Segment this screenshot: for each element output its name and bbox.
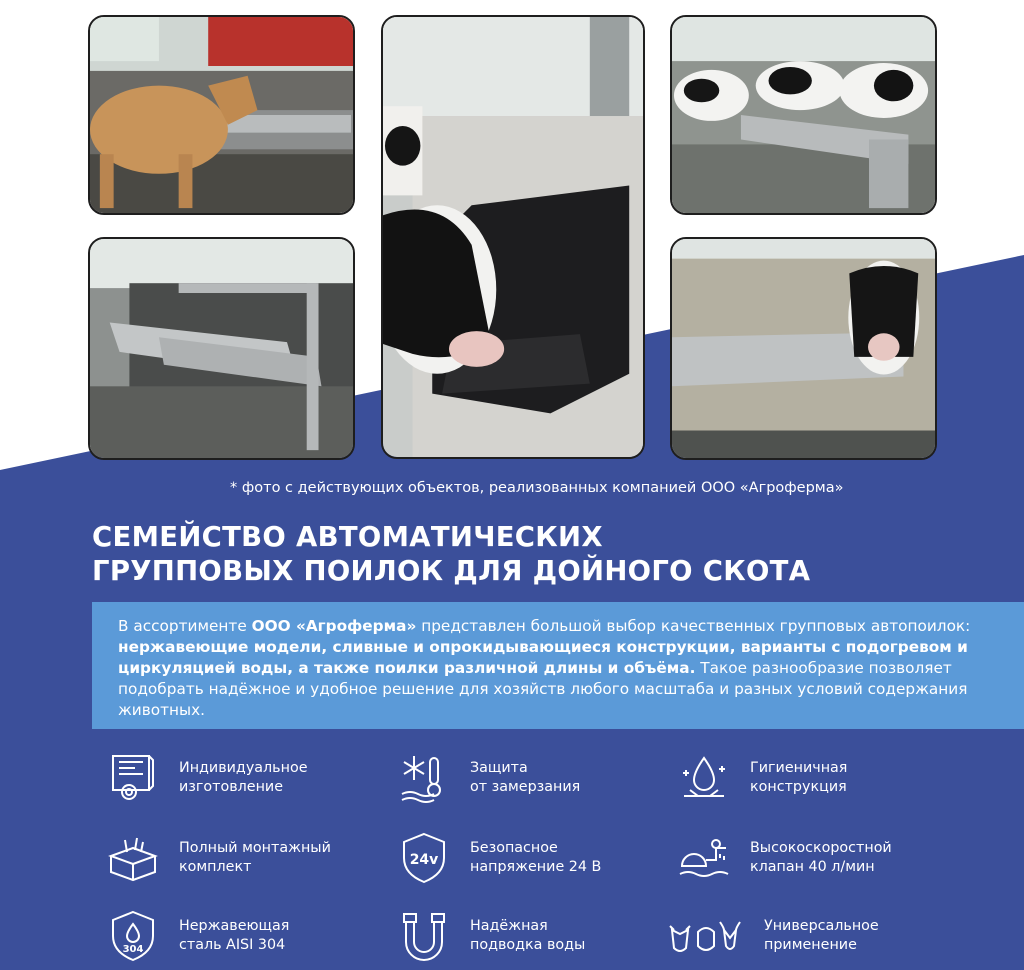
info-panel <box>92 602 1024 729</box>
feature-installation-kit <box>105 830 331 886</box>
feature-label: Полный монтажный комплект <box>179 840 331 875</box>
feature-stainless-steel <box>105 908 289 964</box>
feature-freeze-protection <box>396 750 580 806</box>
feature-hygienic-design <box>676 750 847 806</box>
info-text-end: Такое разнообразие позволяет подобрать надёжное и удобное решение для хозяйств любого масштаба и разных условий содержания животных. <box>118 659 968 719</box>
feature-label: Нержавеющая сталь AISI 304 <box>179 918 290 953</box>
photo-trough-row <box>88 237 355 460</box>
water-hose-icon <box>396 908 452 964</box>
feature-label: Индивидуальное изготовление <box>179 760 308 795</box>
svg-text:24v: 24v <box>409 852 439 868</box>
livestock-heads-icon <box>666 908 746 964</box>
page-title <box>92 520 810 588</box>
info-company: ООО «Агроферма» <box>251 617 417 635</box>
feature-fast-valve <box>676 830 892 886</box>
feature-safe-voltage <box>396 830 601 886</box>
shield-24v-icon <box>396 830 452 886</box>
photo-trough-row-icon <box>90 239 353 458</box>
blueprint-gear-icon <box>105 750 161 806</box>
feature-label: Надёжная подводка воды <box>470 918 586 953</box>
photo-wall-trough <box>670 237 937 460</box>
feature-water-supply <box>396 908 585 964</box>
feature-label: Безопасное напряжение 24 В <box>470 840 602 875</box>
page-title-line2: ГРУППОВЫХ ПОИЛОК ДЛЯ ДОЙНОГО СКОТА <box>92 555 811 587</box>
photo-cows-trough <box>670 15 937 215</box>
info-text-mid: представлен большой выбор качественных групповых автопоилок: <box>416 617 971 635</box>
water-drop-sparkle-icon <box>676 750 732 806</box>
feature-label: Универсальное применение <box>764 918 879 953</box>
photo-footnote: * фото с действующих объектов, реализованных компанией ООО «Агроферма» <box>230 480 844 496</box>
info-highlight: нержавеющие модели, сливные и опрокидывающиеся конструкции, варианты с подогревом и циркуляцией воды, а также поилки различной длины и объёма. <box>118 638 968 677</box>
feature-label: Защита от замерзания <box>470 760 581 795</box>
photo-trough-cow-icon <box>90 17 353 213</box>
shield-304-icon <box>105 908 161 964</box>
toolbox-icon <box>105 830 161 886</box>
photo-trough-cow <box>88 15 355 215</box>
snowflake-thermometer-icon <box>396 750 452 806</box>
photo-wall-drinker <box>381 15 645 459</box>
feature-label: Высокоскоростной клапан 40 л/мин <box>750 840 892 875</box>
photo-wall-trough-icon <box>672 239 935 458</box>
info-text-intro: В ассортименте <box>118 617 252 635</box>
photo-wall-drinker-icon <box>383 17 643 457</box>
float-valve-icon <box>676 830 732 886</box>
photo-cows-trough-icon <box>672 17 935 213</box>
svg-text:304: 304 <box>122 944 144 955</box>
page-title-line1: СЕМЕЙСТВО АВТОМАТИЧЕСКИХ <box>92 521 603 553</box>
feature-custom-manufacturing <box>105 750 308 806</box>
feature-universal-use <box>666 908 879 964</box>
feature-label: Гигиеничная конструкция <box>750 760 848 795</box>
